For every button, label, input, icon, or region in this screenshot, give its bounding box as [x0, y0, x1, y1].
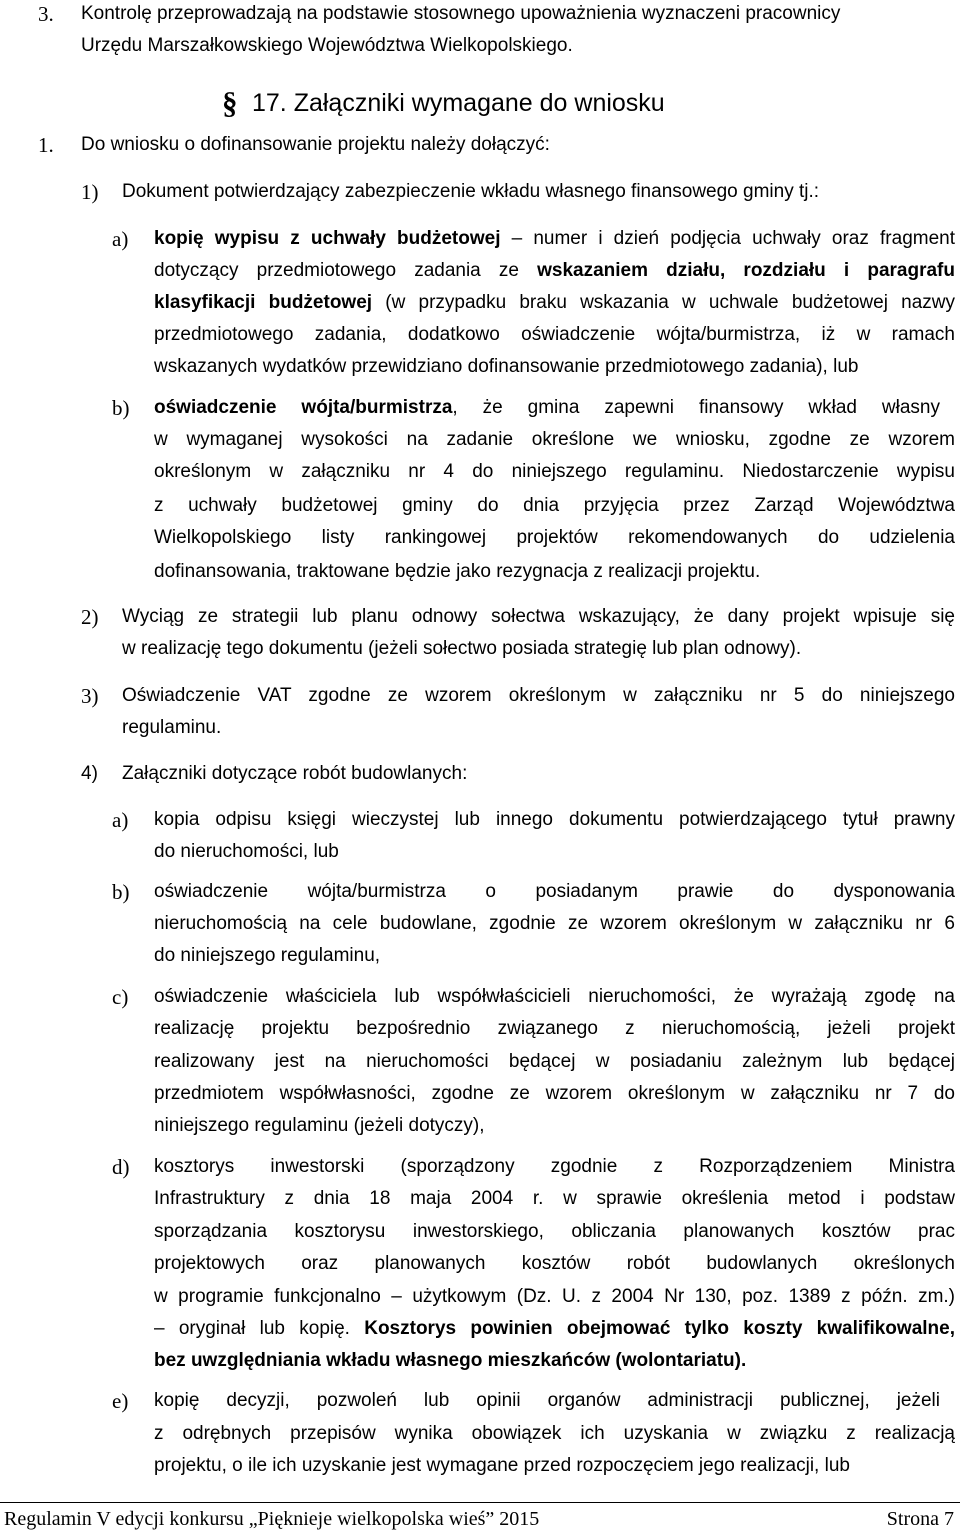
- list-marker: a): [112, 808, 129, 832]
- paragraph-line: w programie funkcjonalno – użytkowym (Dz. U. z 2004 Nr 130, poz. 1389 z późn. zm.): [154, 1286, 955, 1307]
- paragraph-line: [154, 227, 955, 251]
- page-number: Strona 7: [886, 1508, 954, 1530]
- list-marker: a): [112, 227, 129, 251]
- paragraph-line: do nieruchomości, lub: [154, 841, 339, 862]
- paragraph-line: Kontrolę przeprowadzają na podstawie stosownego upoważnienia wyznaczeni pracownicy: [81, 3, 841, 24]
- paragraph-line: kosztorys inwestorski (sporządzony zgodnie z Rozporządzeniem Ministra: [154, 1156, 955, 1177]
- text-span: – numer i dzień podjęcia uchwały oraz fragment: [500, 228, 955, 249]
- paragraph-line: Wielkopolskiego listy rankingowej projektów rekomendowanych do udzielenia: [154, 527, 955, 548]
- list-marker: c): [112, 985, 129, 1009]
- text-span: – oryginał lub kopię.: [154, 1318, 365, 1339]
- footer-title: Regulamin V edycji konkursu „Pięknieje wielkopolska wieś” 2015: [4, 1508, 540, 1530]
- paragraph-line: do niniejszego regulaminu,: [154, 945, 381, 966]
- paragraph-line: projektu, o ile ich uzyskanie jest wymagane przed rozpoczęciem jego realizacji, lub: [154, 1455, 850, 1476]
- list-marker: 4): [81, 763, 98, 784]
- text-span: dotyczący przedmiotowego zadania ze: [154, 260, 538, 281]
- list-marker: d): [112, 1155, 130, 1179]
- paragraph-line: [154, 1317, 955, 1341]
- paragraph-line: w wymaganej wysokości na zadanie określone we wniosku, zgodne ze wzorem: [154, 429, 955, 450]
- paragraph-line: Oświadczenie VAT zgodne ze wzorem określonym w załączniku nr 5 do niniejszego: [122, 685, 955, 706]
- paragraph-line: z odrębnych przepisów wynika obowiązek ich uzyskania w związku z realizacją: [154, 1423, 955, 1444]
- paragraph-line: sporządzania kosztorysu inwestorskiego, obliczania planowanych kosztów prac: [154, 1221, 955, 1242]
- paragraph-line: [154, 396, 940, 420]
- paragraph-line: regulaminu.: [122, 717, 222, 738]
- list-marker: 3): [81, 684, 99, 708]
- paragraph-line: [154, 259, 955, 283]
- paragraph-line: dofinansowania, traktowane będzie jako rezygnacja z realizacji projektu.: [154, 561, 761, 582]
- emphasis: Kosztorys powinien obejmować tylko koszty kwalifikowalne,: [364, 1318, 955, 1339]
- paragraph-line: z uchwały budżetowej gminy do dnia przyjęcia przez Zarząd Województwa: [154, 495, 955, 516]
- paragraph-line: Wyciąg ze strategii lub planu odnowy sołectwa wskazujący, że dany projekt wpisuje się: [122, 606, 955, 627]
- list-marker: 2): [81, 605, 99, 629]
- paragraph-line: Infrastruktury z dnia 18 maja 2004 r. w sprawie określenia metod i podstaw: [154, 1188, 955, 1209]
- list-marker: b): [112, 880, 130, 904]
- emphasis: klasyfikacji budżetowej: [154, 292, 373, 313]
- paragraph-line: [154, 1349, 746, 1373]
- list-marker: b): [112, 396, 130, 420]
- paragraph-line: [154, 291, 955, 315]
- paragraph-line: określonym w załączniku nr 4 do niniejszego regulaminu. Niedostarczenie wypisu: [154, 461, 955, 482]
- paragraph-line: oświadczenie właściciela lub współwłaścicieli nieruchomości, że wyrażają zgodę na: [154, 986, 955, 1007]
- paragraph-line: projektowych oraz planowanych kosztów robót budowlanych określonych: [154, 1253, 955, 1274]
- text-span: (w przypadku braku wskazania w uchwale budżetowej nazwy: [372, 292, 955, 313]
- emphasis: oświadczenie wójta/burmistrza: [154, 397, 453, 418]
- emphasis: wskazaniem działu, rozdziału i paragrafu: [537, 260, 955, 281]
- paragraph-line: realizację projektu bezpośrednio związanego z nieruchomością, jeżeli projekt: [154, 1018, 955, 1039]
- emphasis: kopię wypisu z uchwały budżetowej: [154, 228, 501, 249]
- paragraph-line: Załączniki dotyczące robót budowlanych:: [122, 763, 468, 784]
- paragraph-line: kopia odpisu księgi wieczystej lub innego dokumentu potwierdzającego tytuł prawny: [154, 809, 955, 830]
- paragraph-line: kopię decyzji, pozwoleń lub opinii organów administracji publicznej, jeżeli: [154, 1390, 940, 1411]
- paragraph-line: w realizację tego dokumentu (jeżeli sołectwo posiada strategię lub plan odnowy).: [122, 638, 802, 659]
- paragraph-line: oświadczenie wójta/burmistrza o posiadanym prawie do dysponowania: [154, 881, 955, 902]
- paragraph-line: nieruchomością na cele budowlane, zgodnie ze wzorem określonym w załączniku nr 6: [154, 913, 955, 934]
- footer-rule: [0, 1502, 960, 1503]
- paragraph-line: Urzędu Marszałkowskiego Województwa Wielkopolskiego.: [81, 35, 573, 56]
- paragraph-line: wskazanych wydatków przewidziano dofinansowanie przedmiotowego zadania), lub: [154, 356, 859, 377]
- paragraph-line: Do wniosku o dofinansowanie projektu należy dołączyć:: [81, 134, 550, 155]
- list-marker: 1): [81, 180, 99, 204]
- emphasis: bez uwzględniania wkładu własnego mieszkańców (wolontariatu).: [154, 1350, 747, 1371]
- paragraph-line: przedmiotowego zadania, dodatkowo oświadczenie wójta/burmistrza, iż w ramach: [154, 324, 955, 345]
- section-title: 17. Załączniki wymagane do wniosku: [252, 89, 665, 117]
- section-symbol: §: [222, 85, 238, 120]
- paragraph-line: przedmiotem współwłasności, zgodne ze wzorem określonym w załączniku nr 7 do: [154, 1083, 955, 1104]
- list-marker: 1.: [38, 133, 54, 157]
- paragraph-line: realizowany jest na nieruchomości będącej w posiadaniu zależnym lub będącej: [154, 1051, 955, 1072]
- list-marker: 3.: [38, 2, 54, 26]
- list-marker: e): [112, 1389, 129, 1413]
- text-span: , że gmina zapewni finansowy wkład własny: [452, 397, 940, 418]
- paragraph-line: Dokument potwierdzający zabezpieczenie wkładu własnego finansowego gminy tj.:: [122, 181, 820, 202]
- paragraph-line: niniejszego regulaminu (jeżeli dotyczy),: [154, 1115, 485, 1136]
